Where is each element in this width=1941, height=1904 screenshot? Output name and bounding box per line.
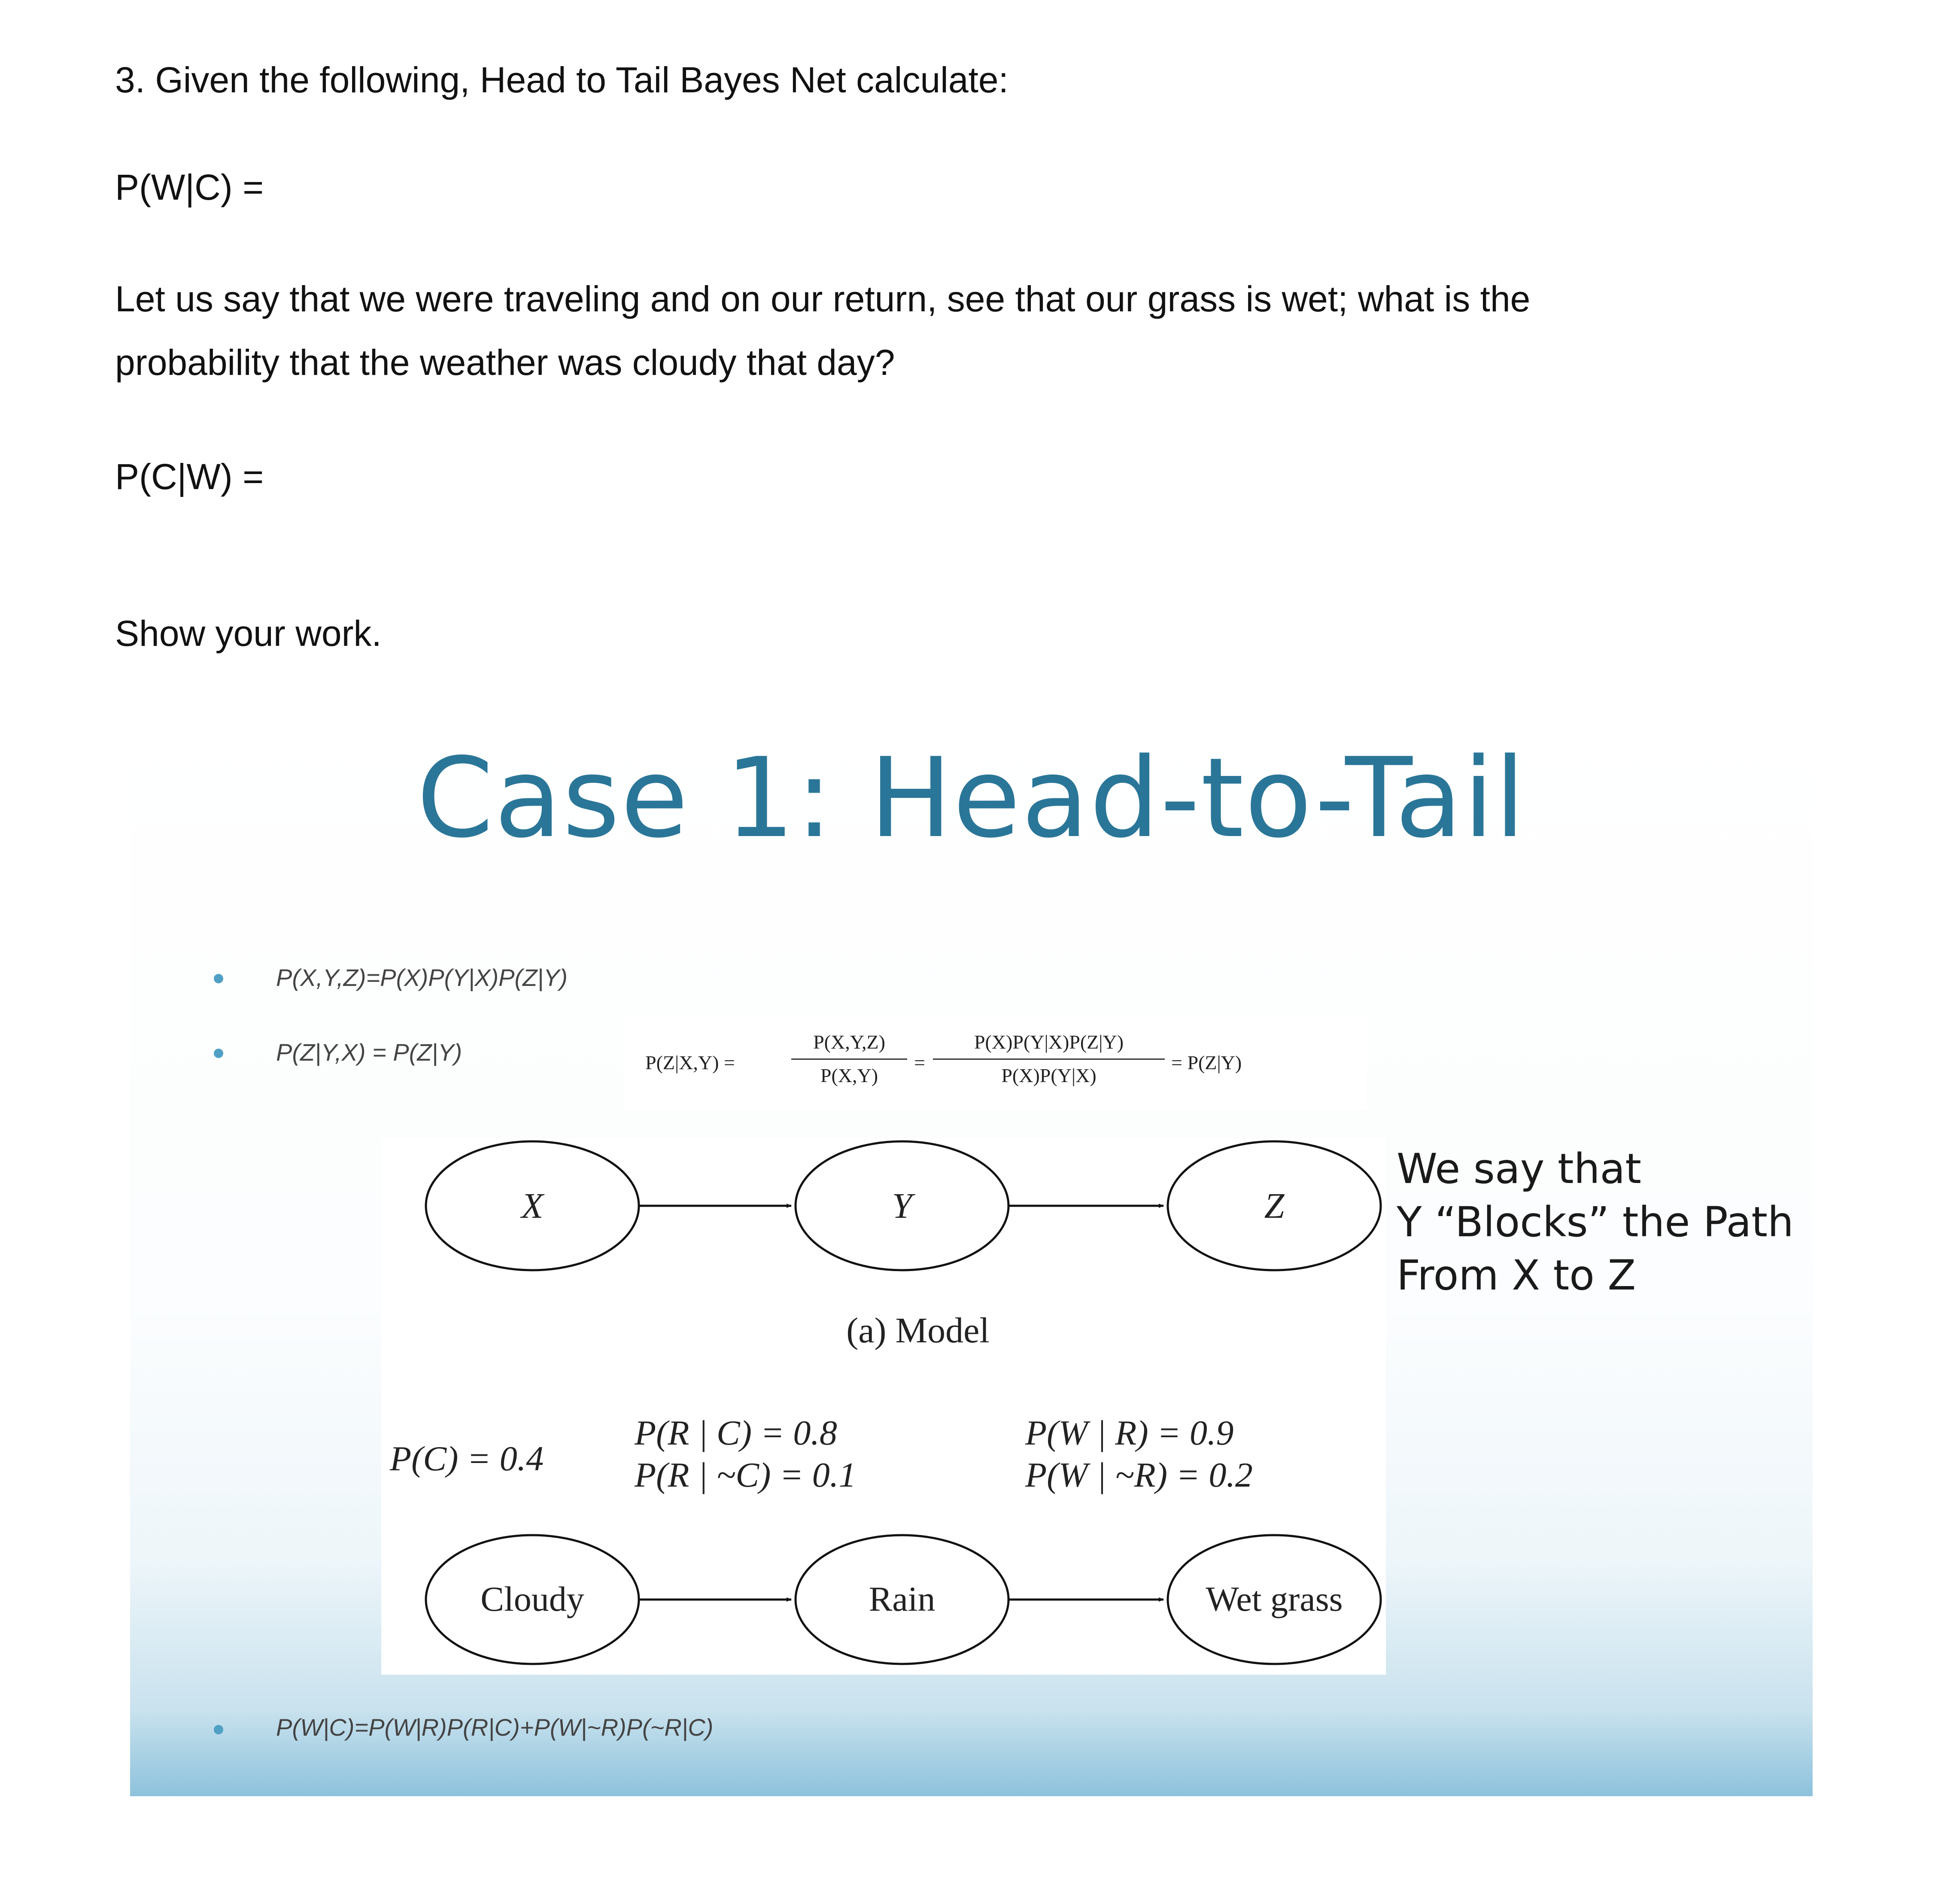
bullet-marginalization: P(W|C)=P(W|R)P(R|C)+P(W|~R)P(~R|C)	[276, 1714, 714, 1741]
blocks-note-line-1: We say that	[1397, 1145, 1641, 1193]
fraction-1-bar	[791, 1058, 907, 1060]
fraction-1-numerator: P(X,Y,Z)	[813, 1031, 885, 1053]
cpt-wet-given-not-rain: P(W | ~R) = 0.2	[1025, 1455, 1253, 1494]
model-caption: (a) Model	[846, 1311, 990, 1350]
bullet-dot	[214, 1049, 223, 1058]
derivation-rhs: = P(Z|Y)	[1171, 1052, 1242, 1074]
node-cloudy-label: Cloudy	[480, 1579, 584, 1618]
node-y-label: Y	[892, 1186, 912, 1226]
cpt-cloudy: P(C) = 0.4	[390, 1439, 544, 1478]
slide-title: Case 1: Head-to-Tail	[416, 734, 1526, 862]
cpt-rain-given-cloudy: P(R | C) = 0.8	[635, 1413, 837, 1452]
node-wet-grass-label: Wet grass	[1206, 1579, 1343, 1618]
scenario-line-2: probability that the weather was cloudy that day?	[115, 342, 895, 383]
node-z-label: Z	[1264, 1186, 1285, 1226]
node-x-label: X	[521, 1186, 544, 1226]
blocks-note-line-2: Y “Blocks” the Path	[1397, 1198, 1794, 1246]
scenario-line-1: Let us say that we were traveling and on our return, see that our grass is wet; what is the	[115, 279, 1531, 319]
bullet-dot	[214, 1725, 223, 1734]
fraction-2-bar	[933, 1058, 1165, 1060]
p-w-given-c-label: P(W|C) =	[115, 167, 264, 207]
derivation-lhs: P(Z|X,Y) =	[645, 1052, 735, 1074]
derivation-box	[624, 1018, 1367, 1110]
fraction-1-denominator: P(X,Y)	[820, 1065, 878, 1086]
question-heading: 3. Given the following, Head to Tail Bayes Net calculate:	[115, 60, 1008, 100]
diagram-box	[381, 1138, 1386, 1675]
cpt-rain-given-not-cloudy: P(R | ~C) = 0.1	[635, 1455, 857, 1494]
bullet-dot	[214, 974, 223, 983]
fraction-2-denominator: P(X)P(Y|X)	[1001, 1065, 1097, 1086]
fraction-2-numerator: P(X)P(Y|X)P(Z|Y)	[974, 1031, 1124, 1053]
blocks-note-line-3: From X to Z	[1397, 1251, 1636, 1299]
show-work-label: Show your work.	[115, 613, 382, 654]
cpt-wet-given-rain: P(W | R) = 0.9	[1025, 1413, 1234, 1452]
slide-image	[130, 713, 1813, 1796]
bullet-conditional-independence: P(Z|Y,X) = P(Z|Y)	[276, 1039, 462, 1066]
node-rain-label: Rain	[869, 1579, 936, 1618]
derivation-equals: =	[914, 1052, 925, 1074]
bullet-joint-factorization: P(X,Y,Z)=P(X)P(Y|X)P(Z|Y)	[276, 964, 568, 991]
p-c-given-w-label: P(C|W) =	[115, 456, 264, 497]
